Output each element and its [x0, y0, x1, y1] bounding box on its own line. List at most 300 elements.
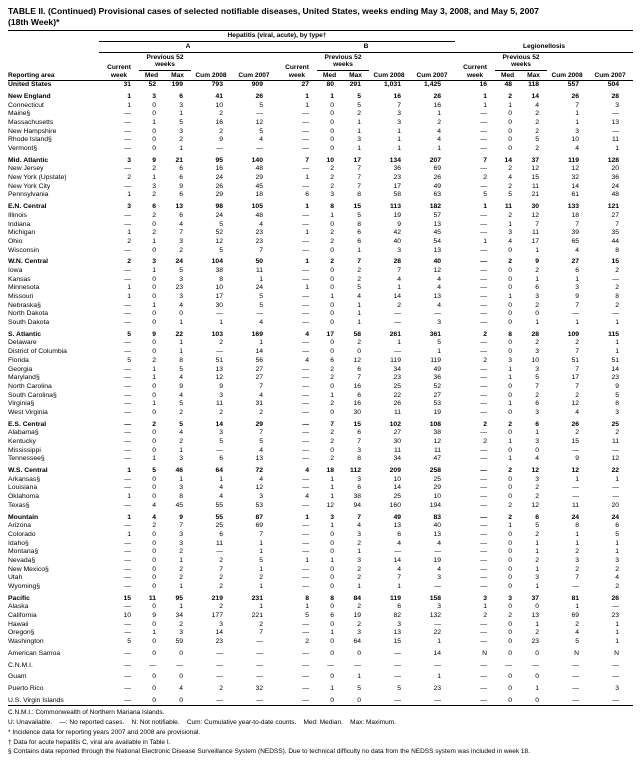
value-cell: 6: [397, 603, 401, 611]
value-cell: 1: [483, 203, 488, 211]
value-cell: 38: [433, 429, 442, 437]
value-cell: 1: [615, 319, 620, 327]
value-cell: 34: [393, 365, 401, 373]
value-cell: 4: [575, 145, 580, 153]
value-cell: 47: [433, 455, 442, 463]
value-cell: 199: [171, 81, 183, 89]
value-cell: 1: [535, 548, 540, 556]
value-cell: —: [124, 574, 131, 582]
value-cell: 1: [179, 475, 183, 483]
reporting-area-cell: New Hampshire: [8, 127, 57, 135]
value-cell: 2: [219, 556, 223, 564]
reporting-area-cell: Mississippi: [8, 446, 41, 454]
value-cell: 3: [535, 348, 540, 356]
value-cell: —: [480, 365, 488, 373]
value-cell: 14: [215, 629, 223, 637]
value-cell: 0: [508, 484, 513, 492]
value-cell: —: [302, 661, 309, 669]
value-cell: 8: [357, 455, 361, 463]
value-cell: 909: [251, 81, 263, 89]
value-cell: 177: [211, 612, 223, 620]
value-cell: 2: [179, 136, 183, 144]
value-cell: 4: [357, 522, 361, 530]
value-cell: 2: [152, 420, 156, 428]
value-cell: 27: [255, 374, 263, 382]
value-cell: 0: [330, 638, 334, 646]
value-cell: 0: [152, 293, 156, 301]
value-cell: 9: [179, 182, 183, 190]
value-cell: 0: [152, 649, 156, 657]
value-cell: —: [124, 408, 131, 416]
value-cell: —: [480, 374, 488, 382]
value-cell: 2: [508, 420, 513, 428]
value-cell: 0: [508, 246, 513, 254]
value-cell: —: [216, 696, 223, 704]
value-cell: 2: [330, 165, 334, 173]
value-cell: 4: [179, 429, 183, 437]
value-cell: 3: [330, 191, 334, 199]
value-cell: 1: [437, 348, 442, 356]
table-row: [8, 267, 633, 276]
value-cell: 1: [615, 539, 620, 547]
value-cell: —: [124, 266, 131, 274]
value-cell: 160: [389, 501, 401, 509]
value-cell: —: [480, 348, 488, 356]
reporting-area-header: Reporting area: [8, 31, 99, 81]
value-cell: 15: [353, 420, 361, 428]
reporting-area-cell: New England: [8, 92, 51, 100]
value-cell: 1: [127, 467, 131, 475]
value-cell: 119: [568, 156, 580, 164]
value-cell: 2: [357, 565, 361, 573]
value-cell: 0: [330, 101, 334, 109]
table-body: [8, 81, 633, 706]
value-cell: —: [302, 127, 309, 135]
value-cell: 5: [615, 391, 620, 399]
value-cell: 2: [508, 211, 513, 219]
value-cell: 5: [357, 211, 361, 219]
value-cell: 1: [357, 118, 361, 126]
table-row: [8, 174, 633, 183]
value-cell: 69: [433, 165, 442, 173]
value-cell: 7: [357, 165, 361, 173]
value-cell: 0: [330, 620, 334, 628]
value-cell: 45: [255, 182, 263, 190]
value-cell: 2: [330, 429, 334, 437]
value-cell: —: [176, 661, 183, 669]
value-cell: —: [124, 165, 131, 173]
value-cell: —: [480, 408, 488, 416]
value-cell: 0: [330, 319, 334, 327]
value-cell: —: [124, 391, 131, 399]
value-cell: 19: [393, 211, 401, 219]
value-cell: 4: [152, 501, 156, 509]
table-row: [8, 531, 633, 540]
table-row: [8, 455, 633, 464]
value-cell: 14: [393, 556, 401, 564]
value-cell: —: [434, 696, 442, 704]
value-cell: 3: [357, 446, 361, 454]
value-cell: 22: [611, 467, 620, 475]
value-cell: —: [302, 246, 309, 254]
value-cell: 0: [508, 145, 513, 153]
value-cell: 182: [429, 203, 442, 211]
value-cell: —: [302, 365, 309, 373]
value-cell: —: [302, 548, 309, 556]
value-cell: 4: [259, 446, 263, 454]
value-cell: 0: [508, 284, 513, 292]
value-cell: 1: [483, 237, 488, 245]
table-row: [8, 548, 633, 557]
value-cell: —: [124, 118, 131, 126]
reporting-area-cell: E.N. Central: [8, 203, 47, 211]
previous-52-weeks-header-a: Previous 52 weeks: [139, 52, 191, 70]
value-cell: 6: [357, 429, 361, 437]
table-row: [8, 145, 633, 154]
value-cell: —: [394, 673, 401, 681]
value-cell: 3: [179, 455, 183, 463]
value-cell: 1: [152, 266, 156, 274]
value-cell: 0: [508, 684, 513, 692]
value-cell: —: [256, 649, 263, 657]
reporting-area-cell: Arizona: [8, 522, 32, 530]
value-cell: 0: [152, 638, 156, 646]
value-cell: 108: [429, 420, 442, 428]
value-cell: —: [124, 475, 131, 483]
value-cell: 0: [330, 136, 334, 144]
value-cell: 0: [330, 696, 334, 704]
value-cell: 1: [508, 293, 513, 301]
value-cell: 49: [433, 182, 442, 190]
table-row: [8, 647, 633, 659]
value-cell: 2: [575, 391, 580, 399]
reporting-area-cell: E.S. Central: [8, 420, 47, 428]
value-cell: 28: [393, 258, 401, 266]
reporting-area-cell: Nebraska§: [8, 301, 41, 309]
value-cell: 1: [397, 284, 401, 292]
value-cell: 0: [152, 339, 156, 347]
value-cell: 0: [152, 446, 156, 454]
value-cell: 18: [571, 211, 580, 219]
value-cell: 0: [152, 574, 156, 582]
value-cell: —: [302, 574, 309, 582]
value-cell: 1: [535, 429, 540, 437]
value-cell: 51: [611, 356, 620, 364]
cum-2007-header-a: Cum 2007: [231, 52, 277, 81]
value-cell: —: [394, 649, 401, 657]
value-cell: 2: [357, 620, 361, 628]
value-cell: —: [434, 583, 442, 591]
value-cell: 8: [357, 220, 361, 228]
value-cell: 80: [326, 81, 334, 89]
value-cell: 0: [152, 475, 156, 483]
value-cell: 361: [429, 330, 442, 338]
value-cell: 1: [397, 339, 401, 347]
value-cell: 0: [508, 408, 513, 416]
value-cell: 1: [259, 565, 263, 573]
value-cell: 4: [437, 539, 442, 547]
value-cell: —: [256, 145, 263, 153]
value-cell: 0: [357, 348, 361, 356]
table-row: [8, 603, 633, 612]
value-cell: 23: [611, 612, 620, 620]
value-cell: 1: [305, 513, 309, 521]
value-cell: 17: [326, 330, 334, 338]
value-cell: 6: [152, 203, 156, 211]
value-cell: 2: [330, 258, 334, 266]
value-cell: 52: [148, 81, 156, 89]
cum-2007-header-b: Cum 2007: [409, 52, 455, 81]
value-cell: 5: [179, 118, 183, 126]
value-cell: —: [216, 673, 223, 681]
value-cell: 1: [152, 174, 156, 182]
value-cell: —: [302, 382, 309, 390]
reporting-area-cell: North Carolina: [8, 382, 52, 390]
value-cell: 8: [179, 493, 183, 501]
value-cell: 2: [179, 620, 183, 628]
value-cell: 51: [215, 356, 223, 364]
value-cell: 11: [215, 539, 223, 547]
value-cell: 1: [179, 145, 183, 153]
value-cell: 12: [433, 438, 442, 446]
value-cell: 0: [508, 539, 513, 547]
value-cell: —: [302, 301, 309, 309]
value-cell: 0: [508, 638, 513, 646]
value-cell: 1: [508, 455, 513, 463]
value-cell: —: [480, 266, 488, 274]
value-cell: 7: [615, 220, 620, 228]
value-cell: 3: [152, 182, 156, 190]
value-cell: 1: [575, 118, 580, 126]
table-row: [8, 694, 633, 706]
value-cell: —: [302, 475, 309, 483]
value-cell: 7: [259, 629, 263, 637]
value-cell: 1: [535, 539, 540, 547]
table-row: [8, 238, 633, 247]
value-cell: 23: [255, 237, 263, 245]
value-cell: 2: [615, 565, 620, 573]
value-cell: 113: [390, 203, 401, 211]
value-cell: 4: [437, 301, 442, 309]
value-cell: 14: [611, 365, 620, 373]
value-cell: —: [124, 246, 131, 254]
value-cell: —: [612, 603, 620, 611]
value-cell: 2: [219, 127, 223, 135]
value-cell: 1: [179, 319, 183, 327]
value-cell: 1: [575, 603, 580, 611]
value-cell: —: [302, 408, 309, 416]
value-cell: 8: [305, 594, 309, 602]
value-cell: 221: [251, 612, 263, 620]
value-cell: 0: [152, 145, 156, 153]
table-row: [8, 557, 633, 566]
value-cell: 4: [535, 455, 540, 463]
value-cell: 9: [575, 293, 580, 301]
reporting-area-cell: Massachusetts: [8, 118, 54, 126]
value-cell: 1: [508, 522, 513, 530]
value-cell: 1: [508, 400, 513, 408]
value-cell: —: [124, 649, 131, 657]
value-cell: 59: [175, 638, 183, 646]
value-cell: 1: [357, 548, 361, 556]
value-cell: 32: [255, 684, 263, 692]
reporting-area-cell: North Dakota: [8, 310, 49, 318]
value-cell: 65: [571, 237, 580, 245]
value-cell: 6: [397, 530, 401, 538]
value-cell: 0: [330, 220, 334, 228]
value-cell: N: [574, 649, 580, 657]
reporting-area-cell: C.N.M.I.: [8, 661, 33, 669]
value-cell: 0: [152, 583, 156, 591]
value-cell: 9: [179, 382, 183, 390]
value-cell: 10: [326, 156, 334, 164]
value-cell: 6: [575, 266, 580, 274]
table-row: [8, 319, 633, 328]
value-cell: —: [612, 310, 620, 318]
value-cell: 28: [531, 330, 540, 338]
value-cell: 26: [571, 420, 580, 428]
value-cell: 63: [433, 191, 442, 199]
cum-2008-header-leg: Cum 2008: [547, 52, 587, 81]
value-cell: 109: [567, 330, 580, 338]
value-cell: —: [216, 310, 223, 318]
value-cell: —: [480, 539, 488, 547]
table-row: [8, 328, 633, 340]
value-cell: —: [480, 530, 488, 538]
value-cell: 3: [127, 156, 131, 164]
value-cell: 1: [357, 583, 361, 591]
value-cell: 10: [433, 493, 442, 501]
value-cell: 3: [397, 246, 401, 254]
table-row: [8, 276, 633, 285]
value-cell: 0: [330, 301, 334, 309]
value-cell: —: [256, 696, 263, 704]
value-cell: 30: [393, 438, 401, 446]
value-cell: 2: [535, 339, 540, 347]
value-cell: 0: [508, 275, 513, 283]
value-cell: 53: [433, 400, 442, 408]
value-cell: 40: [433, 522, 442, 530]
value-cell: 3: [397, 118, 401, 126]
value-cell: 5: [535, 136, 540, 144]
value-cell: 2: [330, 400, 334, 408]
value-cell: 0: [508, 127, 513, 135]
value-cell: 11: [504, 203, 513, 211]
value-cell: —: [480, 319, 488, 327]
table-title: [8, 6, 633, 28]
value-cell: 7: [575, 382, 580, 390]
value-cell: 1: [575, 110, 580, 118]
value-cell: 0: [508, 530, 513, 538]
value-cell: 1: [508, 438, 513, 446]
value-cell: —: [302, 565, 309, 573]
value-cell: 140: [251, 156, 263, 164]
reporting-area-cell: New York (Upstate): [8, 174, 67, 182]
value-cell: 1: [615, 629, 620, 637]
value-cell: 12: [433, 266, 442, 274]
value-cell: 1: [535, 565, 540, 573]
value-cell: 7: [357, 374, 361, 382]
value-cell: 6: [615, 522, 620, 530]
value-cell: 1: [330, 293, 334, 301]
reporting-area-cell: American Samoa: [8, 649, 61, 657]
value-cell: —: [480, 638, 488, 646]
reporting-area-cell: Alaska: [8, 603, 29, 611]
value-cell: 4: [397, 275, 401, 283]
table-row: [8, 438, 633, 447]
value-cell: —: [302, 266, 309, 274]
value-cell: 2: [357, 266, 361, 274]
value-cell: 8: [357, 191, 361, 199]
value-cell: 5: [259, 556, 263, 564]
table-row: [8, 229, 633, 238]
value-cell: 0: [330, 348, 334, 356]
table-row: [8, 621, 633, 630]
value-cell: —: [480, 574, 488, 582]
max-header-b: Max: [342, 70, 369, 81]
value-cell: 7: [575, 220, 580, 228]
value-cell: 9: [397, 220, 401, 228]
value-cell: —: [124, 275, 131, 283]
value-cell: 3: [508, 229, 513, 237]
value-cell: 11: [571, 501, 580, 509]
value-cell: 0: [508, 339, 513, 347]
value-cell: 0: [508, 319, 513, 327]
value-cell: 2: [615, 429, 620, 437]
value-cell: 19: [353, 612, 361, 620]
value-cell: 2: [535, 493, 540, 501]
value-cell: —: [480, 136, 488, 144]
value-cell: 1: [127, 493, 131, 501]
value-cell: 3: [219, 429, 223, 437]
value-cell: 6: [179, 211, 183, 219]
value-cell: 24: [255, 284, 263, 292]
value-cell: 12: [611, 455, 620, 463]
value-cell: 5: [575, 638, 580, 646]
value-cell: 2: [535, 556, 540, 564]
value-cell: —: [302, 110, 309, 118]
value-cell: 2: [483, 174, 488, 182]
value-cell: 1: [357, 246, 361, 254]
value-cell: 0: [152, 382, 156, 390]
value-cell: 3: [535, 408, 540, 416]
value-cell: 13: [433, 293, 442, 301]
value-cell: 29: [215, 191, 223, 199]
value-cell: 1: [397, 136, 401, 144]
value-cell: —: [572, 673, 580, 681]
value-cell: 0: [152, 484, 156, 492]
value-cell: 27: [255, 365, 263, 373]
value-cell: 34: [393, 455, 401, 463]
value-cell: 69: [255, 522, 263, 530]
value-cell: 1: [179, 446, 183, 454]
value-cell: 3: [179, 275, 183, 283]
value-cell: 2: [330, 229, 334, 237]
value-cell: 3: [357, 556, 361, 564]
value-cell: —: [480, 475, 488, 483]
previous-52-weeks-header-b: Previous 52 weeks: [317, 52, 369, 70]
value-cell: —: [302, 530, 309, 538]
reporting-area-cell: Arkansas§: [8, 475, 41, 483]
value-cell: 15: [571, 438, 580, 446]
value-cell: 11: [393, 446, 401, 454]
value-cell: 2: [535, 391, 540, 399]
value-cell: 72: [255, 467, 263, 475]
value-cell: —: [302, 438, 309, 446]
reporting-area-cell: United States: [8, 81, 52, 89]
value-cell: 1: [437, 110, 442, 118]
value-cell: 6: [535, 400, 540, 408]
